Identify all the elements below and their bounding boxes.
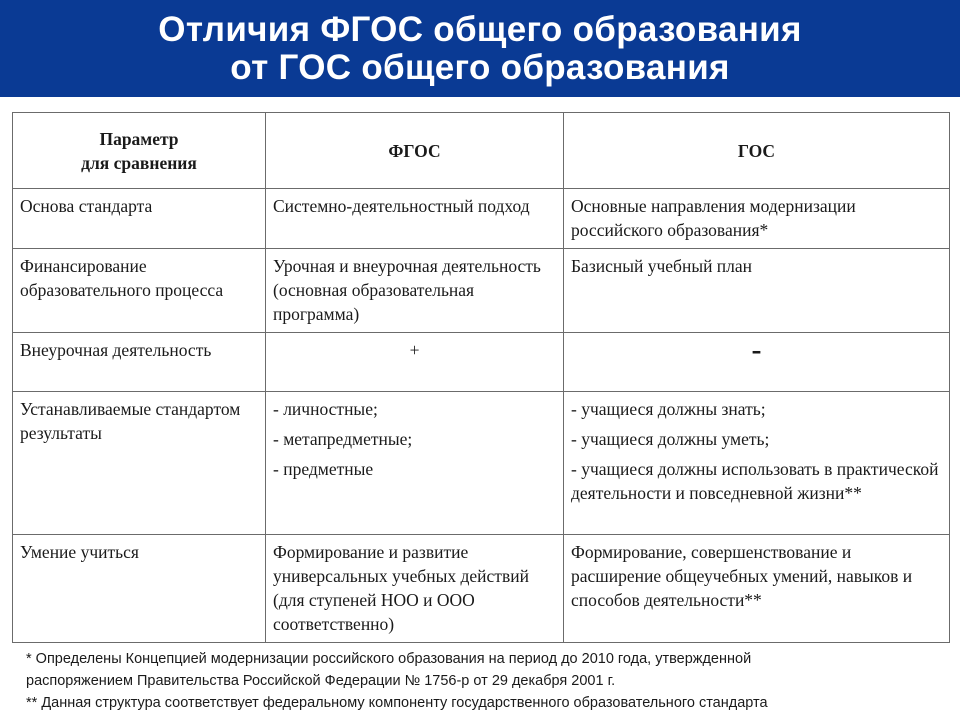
row-gos-cell: Основные направления модернизации российского образования* <box>564 189 950 249</box>
table-header-row <box>13 113 950 189</box>
table-row <box>13 333 950 392</box>
title-line-1: Отличия ФГОС общего образования <box>158 9 802 49</box>
list-item: - учащиеся должны использовать в практической деятельности и повседневной жизни** <box>571 459 939 503</box>
row-param-cell: Финансирование образовательного процесса <box>13 249 266 333</box>
header-gos: ГОС <box>564 113 950 189</box>
list-item: - личностные; <box>273 399 378 419</box>
footnotes <box>26 648 946 714</box>
header-parameter <box>13 113 266 189</box>
footnote-1-line-1: * Определены Концепцией модернизации российского образования на период до 2010 года, утвержденной <box>26 651 752 667</box>
row-gos-cell: Базисный учебный план <box>564 249 950 333</box>
table-row <box>13 535 950 643</box>
row-param-cell: Умение учиться <box>13 535 266 643</box>
table-row <box>13 249 950 333</box>
header-fgos: ФГОС <box>266 113 564 189</box>
minus-sign: - <box>564 333 950 392</box>
title-banner <box>0 0 960 97</box>
title-line-2: от ГОС общего образования <box>230 47 730 87</box>
list-item: - метапредметные; <box>273 429 413 449</box>
header-parameter-line-2: для сравнения <box>81 152 197 173</box>
comparison-table <box>12 112 950 643</box>
row-fgos-cell: Системно-деятельностный подход <box>266 189 564 249</box>
list-item: - предметные <box>273 459 374 479</box>
table-row <box>13 189 950 249</box>
footnote-2: ** Данная структура соответствует федеральному компоненту государственного образовательного стандарта <box>26 695 768 711</box>
row-fgos-cell: Формирование и развитие универсальных учебных действий (для ступеней НОО и ООО соответственно) <box>266 535 564 643</box>
plus-sign: + <box>266 333 564 392</box>
row-gos-cell: Формирование, совершенствование и расширение общеучебных умений, навыков и способов деятельности** <box>564 535 950 643</box>
row-param-cell: Внеурочная деятельность <box>13 333 266 392</box>
list-item: - учащиеся должны знать; <box>571 399 766 419</box>
footnote-1-line-2: распоряжением Правительства Российской Федерации № 1756-р от 29 декабря 2001 г. <box>26 673 616 689</box>
table-row <box>13 392 950 535</box>
row-param-cell: Устанавливаемые стандартом результаты <box>13 392 266 535</box>
header-parameter-line-1: Параметр <box>99 128 179 149</box>
row-param-cell: Основа стандарта <box>13 189 266 249</box>
row-gos-cell <box>564 392 950 535</box>
row-fgos-cell <box>266 392 564 535</box>
list-item: - учащиеся должны уметь; <box>571 429 770 449</box>
row-fgos-cell: Урочная и внеурочная деятельность (основная образовательная программа) <box>266 249 564 333</box>
